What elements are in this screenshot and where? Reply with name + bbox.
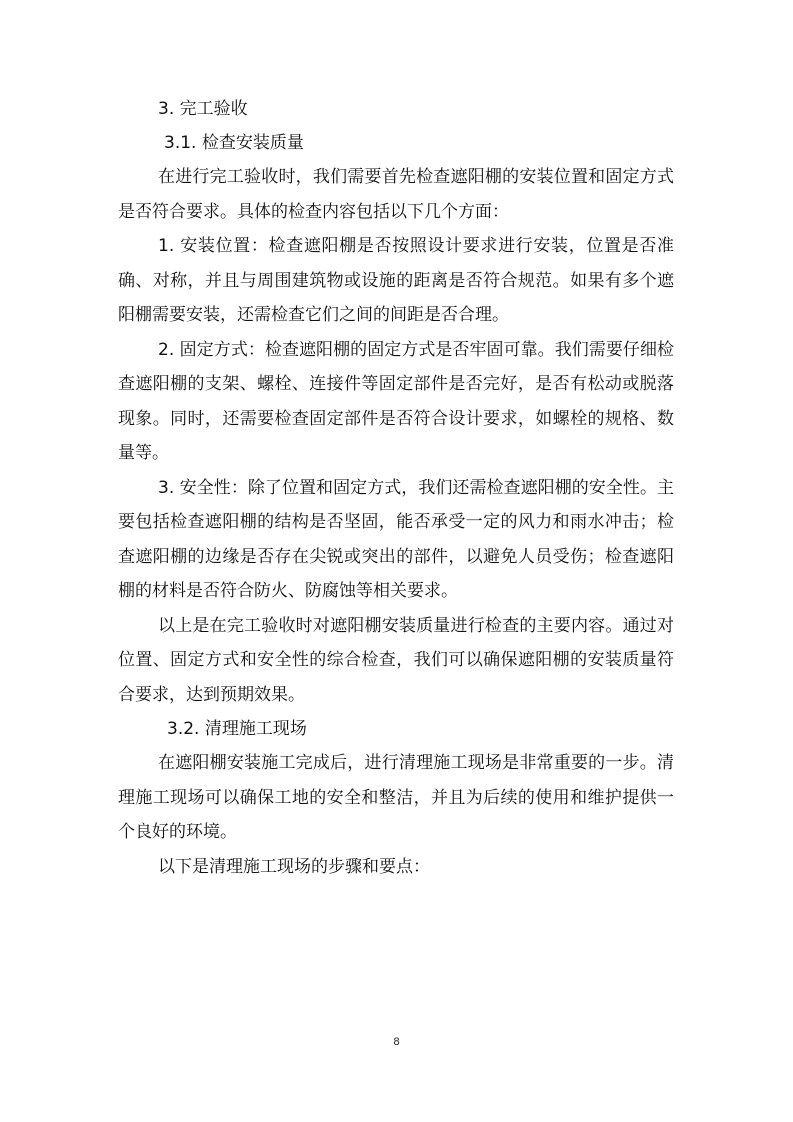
page-content: [118, 92, 674, 884]
section-heading: 3. 完工验收: [158, 99, 248, 119]
paragraph-intro: 在进行完工验收时，我们需要首先检查遮阳棚的安装位置和固定方式是否符合要求。具体的检查内容包括以下几个方面：: [118, 167, 674, 222]
paragraph-cleaning-steps: 以下是清理施工现场的步骤和要点：: [158, 856, 430, 877]
paragraph-fixing-method: 2. 固定方式：检查遮阳棚的固定方式是否牢固可靠。我们需要仔细检查遮阳棚的支架、螺栓、连接件等固定部件是否完好，是否有松动或脱落现象。同时，还需要检查固定部件是否符合设计要求，如螺栓的规格、数量等。: [118, 339, 674, 463]
subsection-heading-clean-site: 3.2. 清理施工现场: [167, 719, 307, 739]
paragraph-safety: 3. 安全性：除了位置和固定方式，我们还需检查遮阳棚的安全性。主要包括检查遮阳棚的结构是否坚固，能否承受一定的风力和雨水冲击；检查遮阳棚的边缘是否存在尖锐或突出的部件，以避免人员受伤；检查遮阳棚的材料是否符合防火、防腐蚀等相关要求。: [118, 477, 674, 601]
subsection-heading-inspect-quality: 3.1. 检查安装质量: [164, 133, 304, 153]
paragraph-summary: 以上是在完工验收时对遮阳棚安装质量进行检查的主要内容。通过对位置、固定方式和安全性的综合检查，我们可以确保遮阳棚的安装质量符合要求，达到预期效果。: [118, 615, 674, 705]
page-number: 8: [393, 1036, 400, 1048]
paragraph-cleaning-intro: 在遮阳棚安装施工完成后，进行清理施工现场是非常重要的一步。清理施工现场可以确保工地的安全和整洁，并且为后续的使用和维护提供一个良好的环境。: [118, 753, 674, 842]
paragraph-install-position: 1. 安装位置：检查遮阳棚是否按照设计要求进行安装，位置是否准确、对称，并且与周围建筑物或设施的距离是否符合规范。如果有多个遮阳棚需要安装，还需检查它们之间的间距是否合理。: [118, 236, 674, 325]
